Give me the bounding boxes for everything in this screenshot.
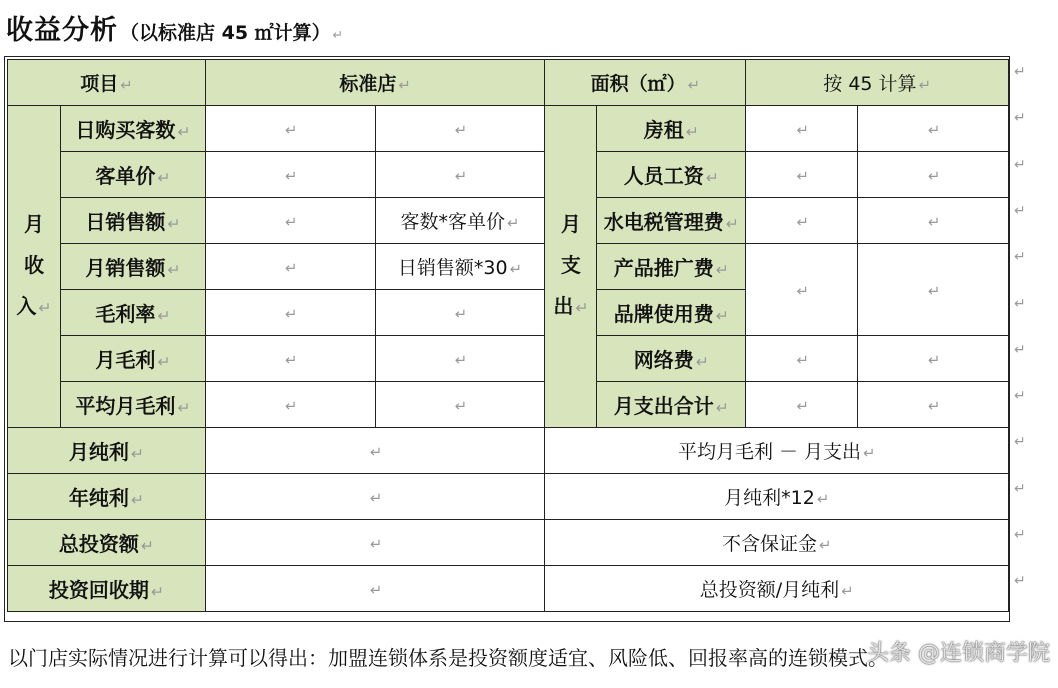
paragraph-mark: ↵ [1014, 434, 1026, 451]
income-item-label: 毛利率 ↵ [60, 290, 205, 336]
summary-row [8, 520, 1009, 566]
header-store: 标准店 ↵ [205, 60, 545, 106]
paragraph-mark: ↵ [1014, 388, 1026, 405]
expense-note-cell: ↵ [858, 198, 1009, 244]
expense-note-cell: ↵ [858, 382, 1009, 428]
income-item-label: 月毛利 ↵ [60, 336, 205, 382]
paragraph-mark: ↵ [1014, 480, 1026, 497]
expense-value-cell: ↵ [746, 106, 858, 152]
expense-item-label: 产品推广费 ↵ [597, 244, 746, 290]
income-formula-cell: ↵ [375, 106, 545, 152]
expense-value-cell: ↵ [746, 152, 858, 198]
income-formula-cell: 日销售额*30 ↵ [375, 244, 545, 290]
expense-value-cell: ↵ [746, 198, 858, 244]
summary-row [8, 566, 1009, 612]
summary-note: 月纯利*12 ↵ [545, 474, 1009, 520]
header-area: 面积（㎡） ↵ [545, 60, 746, 106]
income-item-label: 客单价 ↵ [60, 152, 205, 198]
income-formula-cell: 客数*客单价 ↵ [375, 198, 545, 244]
summary-row [8, 428, 1009, 474]
table-row [8, 198, 1009, 244]
income-formula-cell: ↵ [375, 336, 545, 382]
summary-label: 总投资额 ↵ [8, 520, 206, 566]
income-formula-cell: ↵ [375, 290, 545, 336]
expense-note-cell: ↵ [858, 336, 1009, 382]
page-heading [6, 8, 343, 44]
income-value-cell: ↵ [205, 198, 375, 244]
income-value-cell: ↵ [205, 336, 375, 382]
summary-value: ↵ [205, 520, 545, 566]
income-value-cell: ↵ [205, 290, 375, 336]
expense-item-label: 人员工资 ↵ [597, 152, 746, 198]
paragraph-mark: ↵ [1014, 202, 1026, 219]
summary-value: ↵ [205, 474, 545, 520]
income-group-label: 月 收 入 ↵ [8, 106, 61, 428]
expense-item-label: 品牌使用费 ↵ [597, 290, 746, 336]
income-formula-cell: ↵ [375, 382, 545, 428]
summary-note: 平均月毛利 － 月支出 ↵ [545, 428, 1009, 474]
summary-note: 总投资额/月纯利 ↵ [545, 566, 1009, 612]
income-item-label: 日销售额 ↵ [60, 198, 205, 244]
table-header-row [8, 60, 1009, 106]
income-value-cell: ↵ [205, 244, 375, 290]
expense-item-label: 月支出合计 ↵ [597, 382, 746, 428]
table-row [8, 152, 1009, 198]
paragraph-mark: ↵ [1014, 249, 1026, 266]
summary-row [8, 474, 1009, 520]
paragraph-mark: ↵ [1014, 64, 1026, 80]
table-body [8, 60, 1009, 612]
income-item-label: 月销售额 ↵ [60, 244, 205, 290]
paragraph-mark: ↵ [1014, 295, 1026, 312]
paragraph-mark: ↵ [1014, 527, 1026, 543]
income-value-cell: ↵ [205, 152, 375, 198]
watermark: 头条 @连锁商学院 [867, 641, 1050, 666]
expense-note-cell: ↵ [858, 106, 1009, 152]
header-calc: 按 45 计算 ↵ [746, 60, 1009, 106]
expense-item-label: 网络费 ↵ [597, 336, 746, 382]
paragraph-mark: ↵ [1014, 341, 1026, 358]
heading-title: 收益分析 [6, 15, 118, 46]
heading-subtitle: （以标准店 45 ㎡计算） [120, 22, 331, 44]
expense-value-cell: ↵ [746, 382, 858, 428]
expense-value-cell: ↵ [746, 336, 858, 382]
expense-note-cell: ↵ [858, 244, 1009, 336]
revenue-analysis-table [7, 59, 1009, 612]
paragraph-mark: ↵ [1014, 573, 1026, 590]
expense-item-label: 水电税管理费 ↵ [597, 198, 746, 244]
expense-group-label: 月 支 出 ↵ [545, 106, 597, 428]
table-row [8, 336, 1009, 382]
income-value-cell: ↵ [205, 382, 375, 428]
summary-value: ↵ [205, 428, 545, 474]
summary-label: 月纯利 ↵ [8, 428, 206, 474]
paragraph-mark: ↵ [332, 27, 344, 42]
income-item-label: 日购买客数 ↵ [60, 106, 205, 152]
header-item: 项目 ↵ [8, 60, 206, 106]
summary-note: 不含保证金 ↵ [545, 520, 1009, 566]
footer-text: 以门店实际情况进行计算可以得出：加盟连锁体系是投资额度适宜、风险低、回报率高的连锁模式。 [8, 646, 888, 670]
income-item-label: 平均月毛利 ↵ [60, 382, 205, 428]
income-formula-cell: ↵ [375, 152, 545, 198]
table-row [8, 244, 1009, 290]
income-value-cell: ↵ [205, 106, 375, 152]
paragraph-mark: ↵ [1014, 156, 1026, 173]
revenue-analysis-table-frame [4, 56, 1010, 622]
expense-item-label: 房租 ↵ [597, 106, 746, 152]
expense-value-cell: ↵ [746, 244, 858, 336]
table-row [8, 382, 1009, 428]
expense-note-cell: ↵ [858, 152, 1009, 198]
summary-value: ↵ [205, 566, 545, 612]
table-row [8, 106, 1009, 152]
paragraph-mark: ↵ [1014, 110, 1026, 127]
summary-label: 年纯利 ↵ [8, 474, 206, 520]
summary-label: 投资回收期 ↵ [8, 566, 206, 612]
